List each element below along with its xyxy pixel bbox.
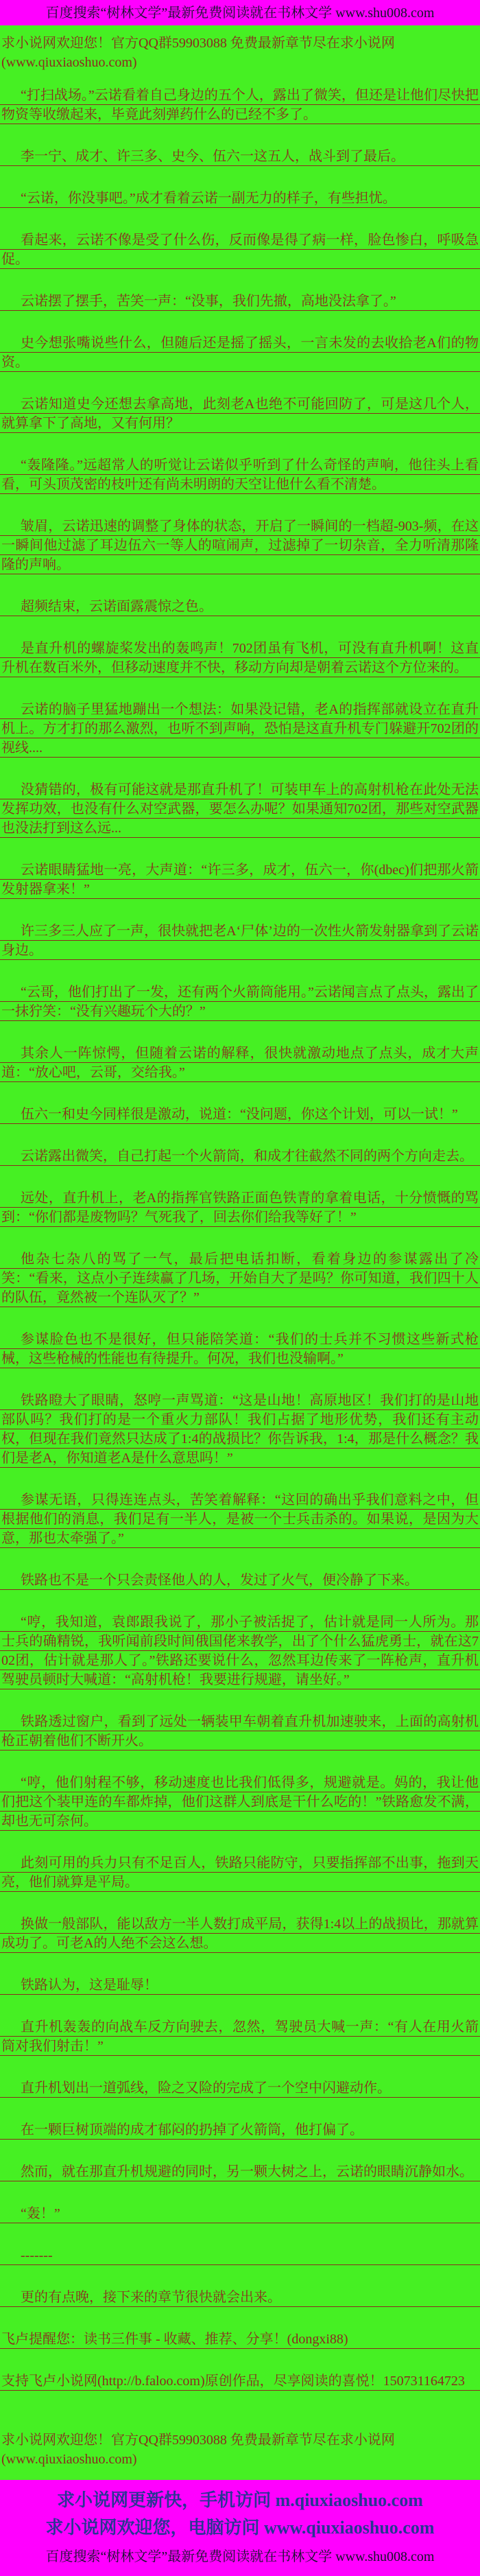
novel-paragraph: 云诺露出微笑，自己打起一个火箭筒，和成才往截然不同的两个方向走去。 bbox=[0, 1147, 480, 1166]
novel-paragraph: 铁路透过窗户，看到了远处一辆装甲车朝着直升机加速驶来，上面的高射机枪正朝着他们不断开火。 bbox=[0, 1712, 480, 1750]
chapter-content bbox=[0, 84, 480, 2391]
novel-paragraph: 换做一般部队，能以敌方一半人数打成平局，获得1:4以上的战损比，那就算成功了。可老A的人绝不会这么想。 bbox=[0, 1915, 480, 1953]
novel-paragraph: 他杂七杂八的骂了一气，最后把电话扣断，看着身边的参谋露出了冷笑：“看来，这点小子连续赢了几场，开始自大了是吗？你可知道，我们四十人的队伍，竟然被一个连队灭了？” bbox=[0, 1250, 480, 1307]
novel-paragraph: “轰隆隆。”远超常人的听觉让云诺似乎听到了什么奇怪的声响，他往头上看看，可头顶茂密的枝叶还有尚未明朗的天空让他什么看不清楚。 bbox=[0, 456, 480, 494]
novel-paragraph: 史今想张嘴说些什么，但随后还是摇了摇头，一言未发的去收拾老A们的物资。 bbox=[0, 333, 480, 372]
novel-paragraph: ------- bbox=[0, 2246, 480, 2265]
novel-paragraph: 铁路认为，这是耻辱！ bbox=[0, 1976, 480, 1995]
novel-paragraph: 直升机轰轰的向战车反方向驶去，忽然，驾驶员大喊一声：“有人在用火箭筒对我们射击！” bbox=[0, 2017, 480, 2056]
mobile-site-link[interactable]: 求小说网更新快，手机访问 m.qiuxiaoshuo.com bbox=[57, 2490, 423, 2510]
novel-paragraph: 伍六一和史今同样很是激动，说道：“没问题，你这个计划，可以一试！” bbox=[0, 1105, 480, 1124]
novel-paragraph: 铁路也不是一个只会责怪他人的人，发过了火气，便冷静了下来。 bbox=[0, 1571, 480, 1590]
novel-paragraph: “打扫战场。”云诺看着自己身边的五个人，露出了微笑，但还是让他们尽快把物资等收缴起来，毕竟此刻弹药什么的已经不多了。 bbox=[0, 86, 480, 124]
novel-paragraph: 超频结束，云诺面露震惊之色。 bbox=[0, 597, 480, 616]
bottom-ad-banner-text[interactable]: 百度搜索“树林文学”最新免费阅读就在书林文学 www.shu008.com bbox=[45, 2549, 435, 2564]
top-ad-banner bbox=[0, 0, 480, 25]
novel-paragraph: 直升机划出一道弧线，险之又险的完成了一个空中闪避动作。 bbox=[0, 2079, 480, 2098]
novel-paragraph: “哼，他们射程不够，移动速度也比我们低得多，规避就是。妈的，我让他们把这个装甲连的车都炸掉，他们这群人到底是干什么吃的！”铁路愈发不满，却也无可奈何。 bbox=[0, 1773, 480, 1831]
novel-paragraph: 看起来，云诺不像是受了什么伤，反而像是得了病一样，脸色惨白，呼吸急促。 bbox=[0, 231, 480, 269]
novel-paragraph: 参谋无语，只得连连点头，苦笑着解释：“这回的确出乎我们意料之中，但根据他们的消息，我们足有一半人，是被一个士兵击杀的。如果说，是因为大意，那也太牵强了。” bbox=[0, 1490, 480, 1548]
novel-paragraph: 在一颗巨树顶端的成才郁闷的扔掉了火箭筒，他打偏了。 bbox=[0, 2120, 480, 2140]
novel-paragraph: 然而，就在那直升机规避的同时，另一颗大树之上，云诺的眼睛沉静如水。 bbox=[0, 2162, 480, 2181]
novel-paragraph: 飞卢提醒您：读书三件事 - 收藏、推荐、分享！(dongxi88) bbox=[0, 2330, 480, 2349]
novel-paragraph: 许三多三人应了一声，很快就把老A‘尸体’边的一次性火箭发射器拿到了云诺身边。 bbox=[0, 922, 480, 960]
novel-paragraph: 云诺摆了摆手，苦笑一声：“没事，我们先撤，高地没法拿了。” bbox=[0, 292, 480, 311]
novel-paragraph: 远处，直升机上，老A的指挥官铁路正面色铁青的拿着电话，十分愤慨的骂到：“你们都是废物吗？气死我了，回去你们给我等好了！” bbox=[0, 1189, 480, 1227]
novel-paragraph: 此刻可用的兵力只有不足百人，铁路只能防守，只要指挥部不出事，拖到天亮，他们就算是平局。 bbox=[0, 1853, 480, 1892]
pc-site-link[interactable]: 求小说网欢迎您，电脑访问 www.qiuxiaoshuo.com bbox=[45, 2518, 435, 2538]
novel-paragraph: 云诺眼睛猛地一亮，大声道：“许三多，成才，伍六一，你(dbec)们把那火箭发射器拿来！” bbox=[0, 860, 480, 899]
top-ad-banner-text[interactable]: 百度搜索“树林文学”最新免费阅读就在书林文学 www.shu008.com bbox=[45, 5, 435, 21]
novel-paragraph: 李一宁、成才、许三多、史今、伍六一这五人，战斗到了最后。 bbox=[0, 147, 480, 166]
novel-paragraph: “云哥，他们打出了一发，还有两个火箭筒能用。”云诺闻言点了点头，露出了一抹狞笑：“没有兴趣玩个大的？” bbox=[0, 983, 480, 1021]
novel-paragraph: 云诺的脑子里猛地蹦出一个想法：如果没记错，老A的指挥部就设立在直升机上。方才打的那么激烈，也听不到声响，恐怕是这直升机专门躲避开702团的视线.... bbox=[0, 700, 480, 758]
novel-paragraph: 皱眉，云诺迅速的调整了身体的状态，开启了一瞬间的一档超-903-频，在这一瞬间他过滤了耳边伍六一等人的喧闹声，过滤掉了一切杂音，全力听清那隆隆的声响。 bbox=[0, 517, 480, 574]
novel-paragraph: 更的有点晚，接下来的章节很快就会出来。 bbox=[0, 2288, 480, 2307]
novel-paragraph: “哼，我知道，袁郎跟我说了，那小子被活捉了，估计就是同一人所为。那士兵的确精锐，我听闻前段时间俄国佬来教学，出了个什么猛虎勇士，就在这702团，估计就是那人了。”铁路还要说什么，忽然耳边传来了一阵枪声，直升机驾驶员顿时大喊道：“高射机枪！我要进行规避，请坐好。” bbox=[0, 1613, 480, 1689]
header-welcome-line bbox=[0, 25, 480, 84]
novel-paragraph: 其余人一阵惊愕，但随着云诺的解释，很快就激动地点了点头，成才大声道：“放心吧，云哥，交给我。” bbox=[0, 1044, 480, 1082]
novel-paragraph: 参谋脸色也不是很好，但只能陪笑道：“我们的士兵并不习惯这些新式枪械，这些枪械的性能也有待提升。何况，我们也没输啊。” bbox=[0, 1330, 480, 1368]
footer-welcome-text[interactable]: 求小说网欢迎您！官方QQ群59903088 免费最新章节尽在求小说网(www.qiuxiaoshuo.com) bbox=[1, 2433, 395, 2467]
novel-paragraph: “轰！” bbox=[0, 2204, 480, 2223]
header-welcome-text[interactable]: 求小说网欢迎您！官方QQ群59903088 免费最新章节尽在求小说网(www.qiuxiaoshuo.com) bbox=[1, 36, 395, 70]
novel-paragraph: 云诺知道史今还想去拿高地，此刻老A也绝不可能回防了，可是这几个人，就算拿下了高地，又有何用？ bbox=[0, 395, 480, 433]
novel-paragraph: “云诺，你没事吧。”成才看着云诺一副无力的样子，有些担忧。 bbox=[0, 189, 480, 208]
bottom-ad-banner bbox=[0, 2480, 480, 2576]
novel-paragraph: 没猜错的，极有可能这就是那直升机了！可装甲车上的高射机枪在此处无法发挥功效，也没有什么对空武器，要怎么办呢？如果通知702团，那些对空武器也没法打到这么远... bbox=[0, 780, 480, 838]
novel-paragraph: 铁路瞪大了眼睛，怒哼一声骂道：“这是山地！高原地区！我们打的是山地部队吗？我们打的是一个重火力部队！我们占据了地形优势，我们还有主动权，但现在我们竟然只达成了1:4的战损比？你告诉我，1:4，那是什么概念？我们是老A，你知道老A是什么意思吗！” bbox=[0, 1391, 480, 1468]
novel-paragraph: 是直升机的螺旋桨发出的轰鸣声！702团虽有飞机，可没有直升机啊！这直升机在数百米外，但移动速度并不快，移动方向却是朝着云诺这个方位来的。 bbox=[0, 639, 480, 677]
novel-paragraph: 支持飞卢小说网(http://b.faloo.com)原创作品，尽享阅读的喜悦！150731164723 bbox=[0, 2372, 480, 2391]
footer-welcome-line bbox=[0, 2422, 480, 2480]
